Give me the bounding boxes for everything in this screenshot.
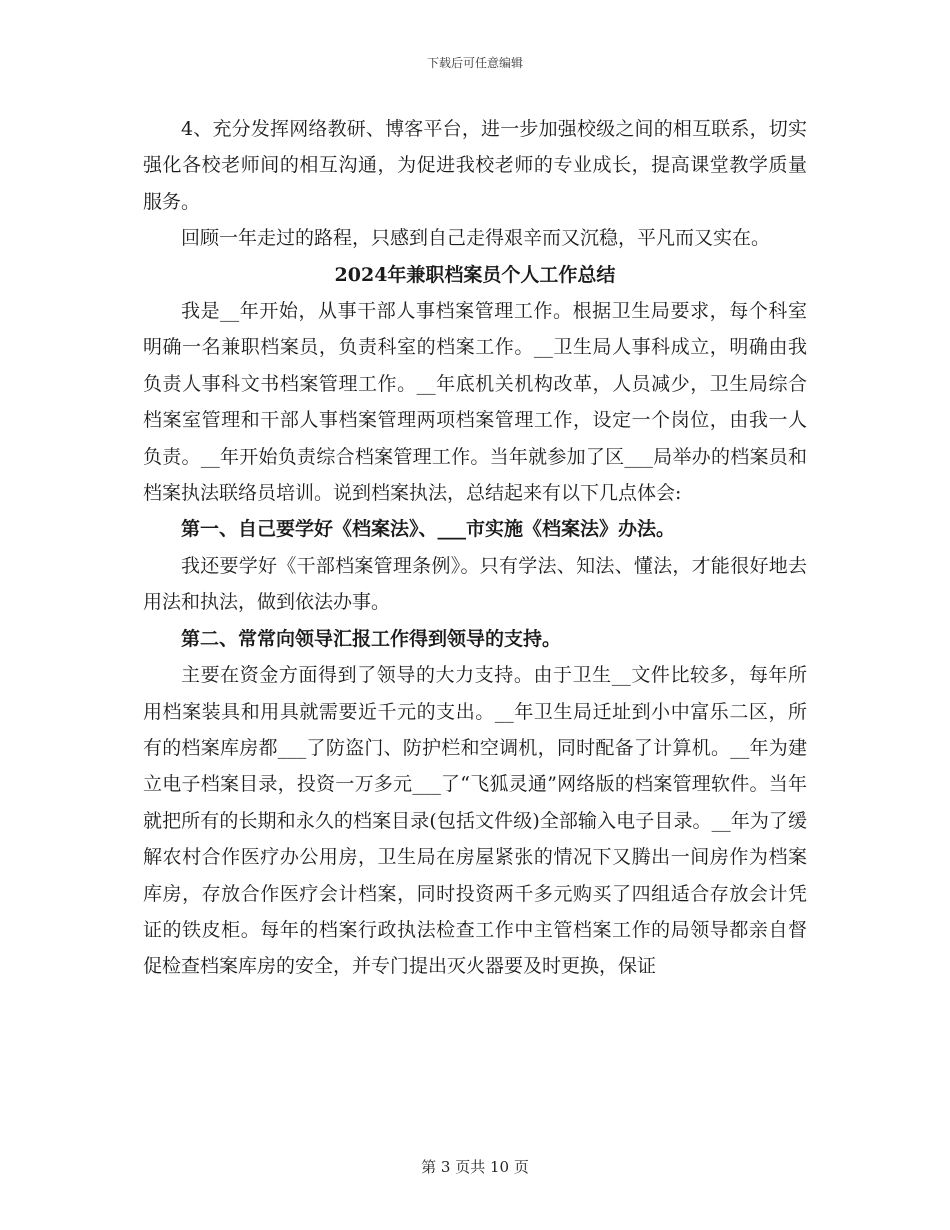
page-header: 下载后可任意编辑 — [426, 56, 523, 70]
heading-point-one: 第一、自己要学好《档案法》、___市实施《档案法》办法。 — [181, 518, 676, 541]
paragraph-item-4: 4、充分发挥网络教研、博客平台，进一步加强校级之间的相互联系，切实强化各校老师间的相互沟通，为促进我校老师的专业成长，提高课堂教学质量服务。 — [143, 118, 807, 213]
page-footer: 第 3 页共 10 页 — [421, 1158, 529, 1176]
paragraph-point-two: 主要在资金方面得到了领导的大力支持。由于卫生__文件比较多，每年所用档案装具和用具就需要近千元的支出。__年卫生局迁址到小中富乐二区，所有的档案库房都___了防盗门、防护栏和空调机，同时配备了计算机。__年为建立电子档案目录，投资一万多元___了“飞狐灵通”网络版的档案管理软件。当年就把所有的长期和永久的档案目录(包括文件级)全部输入电子目录。__年为了缓解农村合作医疗办公用房，卫生局在房屋紧张的情况下又腾出一间房作为档案库房，存放合作医疗会计档案，同时投资两千多元购买了四组适合存放会计凭证的铁皮柜。每年的档案行政执法检查工作中主管档案工作的局领导都亲自督促检查档案库房的安全，并专门提出灭火器要及时更换，保证 — [143, 664, 807, 978]
document-body — [143, 111, 807, 985]
paragraph-point-one: 我还要学好《干部档案管理条例》。只有学法、知法、懂法，才能很好地去用法和执法，做到依法办事。 — [143, 554, 807, 614]
paragraph-review: 回顾一年走过的路程，只感到自己走得艰辛而又沉稳，平凡而又实在。 — [181, 227, 771, 250]
section-title: 2024年兼职档案员个人工作总结 — [334, 263, 616, 286]
heading-point-two: 第二、常常向领导汇报工作得到领导的支持。 — [181, 627, 562, 650]
paragraph-intro: 我是__年开始，从事干部人事档案管理工作。根据卫生局要求，每个科室明确一名兼职档案员，负责科室的档案工作。__卫生局人事科成立，明确由我负责人事科文书档案管理工作。__年底机关机构改革，人员减少，卫生局综合档案室管理和干部人事档案管理两项档案管理工作，设定一个岗位，由我一人负责。__年开始负责综合档案管理工作。当年就参加了区___局举办的档案员和档案执法联络员培训。说到档案执法，总结起来有以下几点体会: — [143, 300, 807, 505]
